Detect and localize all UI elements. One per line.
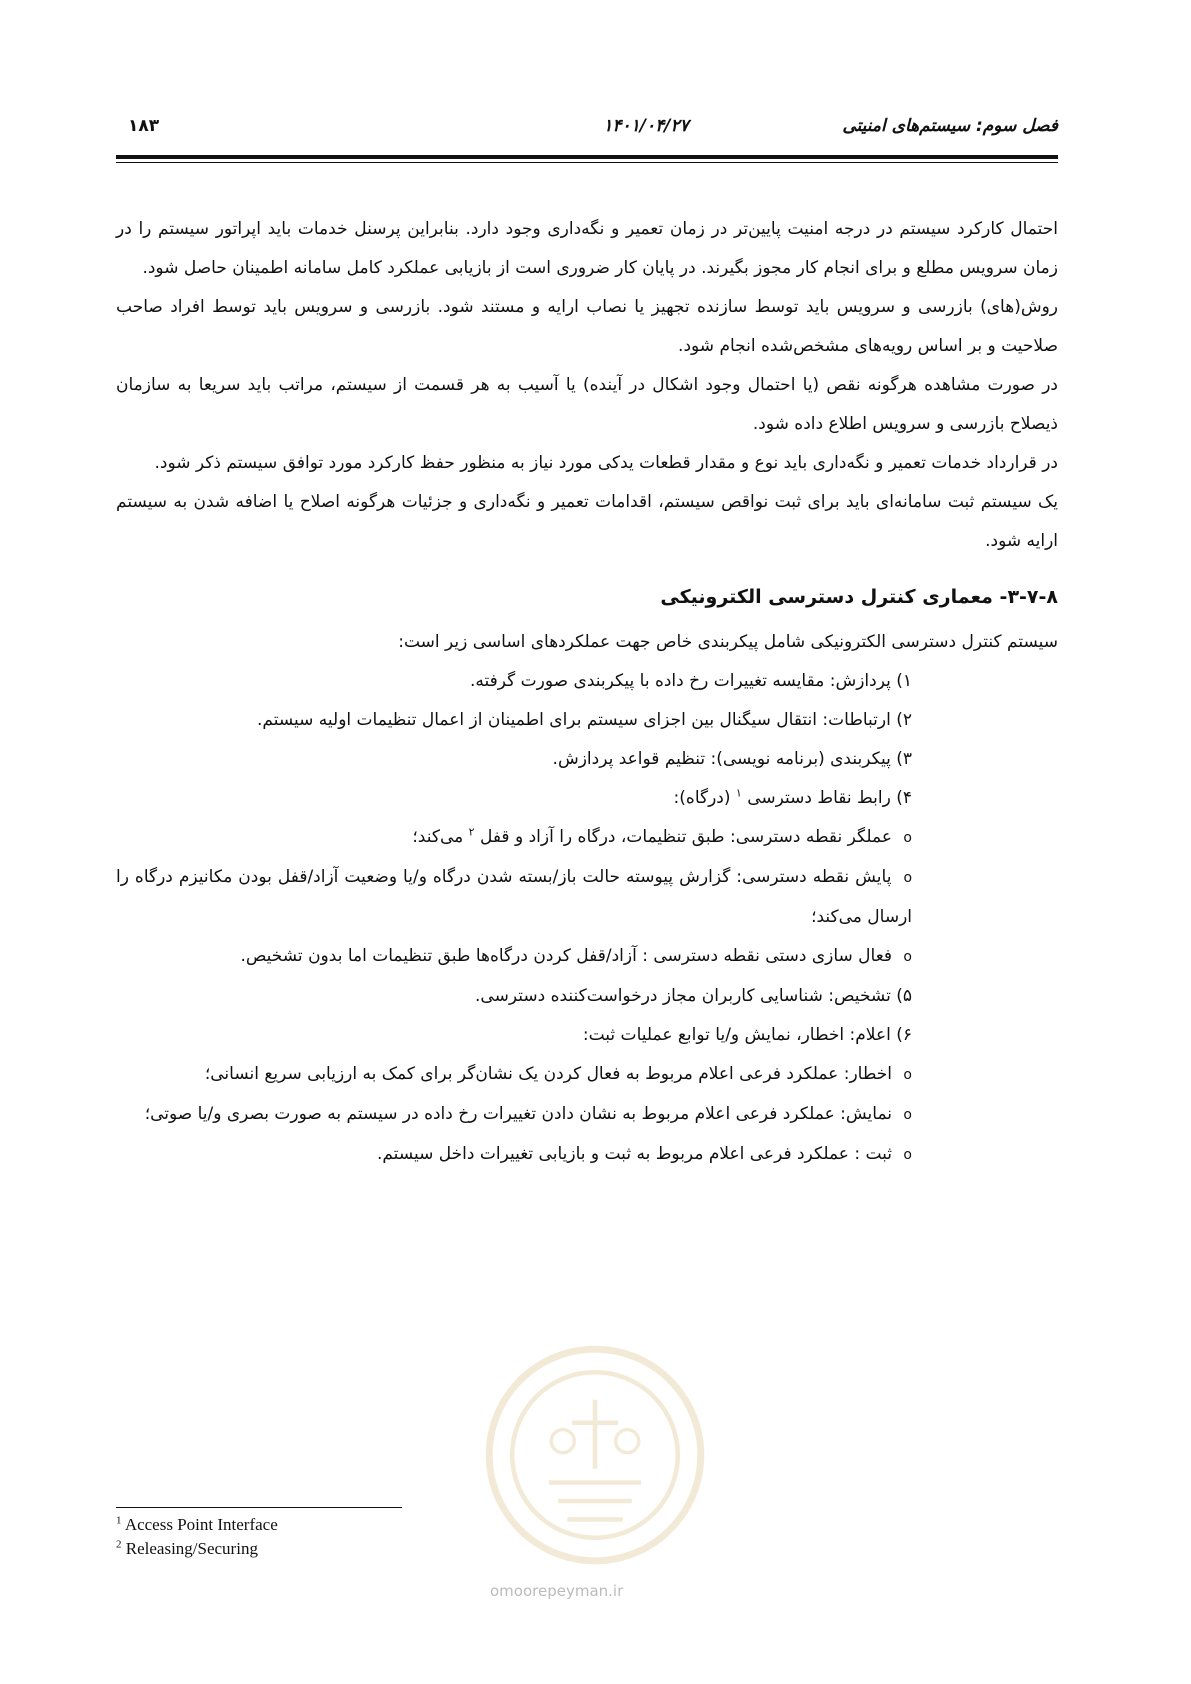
footnotes [116, 1513, 278, 1561]
footnote [116, 1537, 278, 1561]
bullet-icon: o [903, 1147, 912, 1163]
chapter-title: فصل سوم: سیستم‌های امنیتی [842, 116, 1058, 136]
list-item: ۵) تشخیص: شناسایی کاربران مجاز درخواست‌کننده دسترسی. [475, 986, 912, 1006]
bullet-icon: o [903, 949, 912, 965]
sub-list-item [116, 1135, 912, 1175]
footnote-mark: 1 [116, 1514, 122, 1527]
sub-list-item [116, 937, 912, 977]
page-header [116, 116, 1058, 152]
footnote-mark: 2 [116, 1538, 122, 1551]
sub-item-text: عملگر نقطه دسترسی: طبق تنظیمات، درگاه را آزاد و قفل [479, 827, 893, 847]
footnote-rule [116, 1507, 402, 1508]
sub-item-text: پایش نقطه دسترسی: گزارش پیوسته حالت باز/بسته شدن درگاه و/یا وضعیت آزاد/قفل بودن مکانیزم درگاه را ارسال می‌کند؛ [116, 867, 912, 927]
numbered-list [116, 662, 1058, 818]
sub-item-text: نمایش: عملکرد فرعی اعلام مربوط به نشان دادن تغییرات رخ داده در سیستم به صورت بصری و/یا صوتی؛ [144, 1104, 893, 1124]
list-item: ۶) اعلام: اخطار، نمایش و/یا توابع عملیات ثبت: [582, 1025, 912, 1045]
header-date: ۱۴۰۱/۰۴/۲۷ [603, 116, 689, 136]
bullet-icon: o [903, 870, 913, 886]
list-item-text: ۴) رابط نقاط دسترسی [747, 788, 912, 808]
sub-item-text: اخطار: عملکرد فرعی اعلام مربوط به فعال کردن یک نشان‌گر برای کمک به ارزیابی سریع انسانی؛ [204, 1064, 893, 1084]
paragraph: در قرارداد خدمات تعمیر و نگه‌داری باید نوع و مقدار قطعات یدکی مورد نیاز به منظور حفظ کارکرد مورد توافق سیستم ذکر شود. [154, 453, 1058, 473]
list-item: ۱) پردازش: مقایسه تغییرات رخ داده با پیکربندی صورت گرفته. [470, 671, 912, 691]
page-body [116, 210, 1058, 1175]
list-item-text: (درگاه): [673, 788, 731, 808]
sub-list-item [116, 858, 912, 937]
footnote-ref: ۱ [735, 786, 742, 800]
sub-item-text: ثبت : عملکرد فرعی اعلام مربوط به ثبت و بازیابی تغییرات داخل سیستم. [376, 1144, 893, 1164]
sub-list-item [116, 818, 912, 858]
footnote-ref: ۲ [468, 825, 475, 839]
footnote-text: Releasing/Securing [125, 1539, 258, 1558]
sub-item-text: فعال سازی دستی نقطه دسترسی : آزاد/قفل کردن درگاه‌ها طبق تنظیمات اما بدون تشخیص. [240, 946, 893, 966]
footnote [116, 1513, 278, 1537]
section-heading: ۳-۷-۸- معماری کنترل دسترسی الکترونیکی [660, 586, 1058, 608]
list-item [116, 779, 912, 818]
bullet-icon: o [903, 830, 912, 846]
sub-list-item [116, 1055, 912, 1095]
section-intro: سیستم کنترل دسترسی الکترونیکی شامل پیکربندی خاص جهت عملکردهای اساسی زیر است: [398, 632, 1058, 652]
watermark-text: omoorepeyman.ir [490, 1582, 624, 1600]
sub-list [116, 1055, 1058, 1175]
list-item: ۳) پیکربندی (برنامه نویسی): تنظیم قواعد پردازش. [552, 749, 912, 769]
numbered-list [116, 977, 1058, 1055]
sub-item-text: می‌کند؛ [412, 827, 464, 847]
header-rule-thick [116, 155, 1058, 159]
watermark-seal-icon [480, 1340, 710, 1570]
paragraph: احتمال کارکرد سیستم در درجه امنیت پایین‌تر در زمان تعمیر و نگه‌داری وجود دارد. بنابراین پرسنل خدمات باید اپراتور سیستم را در زمان سرویس مطلع و برای انجام کار مجوز بگیرند. در پایان کار ضروری است از بازیابی عملکرد کامل سامانه اطمینان حاصل شود. [116, 219, 1058, 278]
page-number: ۱۸۳ [128, 116, 160, 136]
sub-list [116, 818, 1058, 858]
footnote-text: Access Point Interface [124, 1515, 278, 1534]
sub-list-item [116, 1095, 912, 1135]
list-item: ۲) ارتباطات: انتقال سیگنال بین اجزای سیستم برای اطمینان از اعمال تنظیمات اولیه سیستم. [257, 710, 912, 730]
paragraph: یک سیستم ثبت سامانه‌ای باید برای ثبت نواقص سیستم، اقدامات تعمیر و نگه‌داری و جزئیات هرگونه اصلاح یا اضافه شدن به سیستم ارایه شود. [116, 492, 1058, 551]
bullet-icon: o [903, 1107, 912, 1123]
paragraph: در صورت مشاهده هرگونه نقص (یا احتمال وجود اشکال در آینده) یا آسیب به هر قسمت از سیستم، مراتب باید سریعا به سازمان ذیصلاح بازرسی و سرویس اطلاع داده شود. [116, 375, 1058, 434]
header-rule-thin [116, 162, 1058, 163]
paragraph: روش(های) بازرسی و سرویس باید توسط سازنده تجهیز یا نصاب ارایه و مستند شود. بازرسی و سرویس باید توسط افراد صاحب صلاحیت و بر اساس رویه‌های مشخص‌شده انجام شود. [116, 297, 1058, 356]
bullet-icon: o [903, 1067, 912, 1083]
sub-list [116, 858, 1058, 977]
